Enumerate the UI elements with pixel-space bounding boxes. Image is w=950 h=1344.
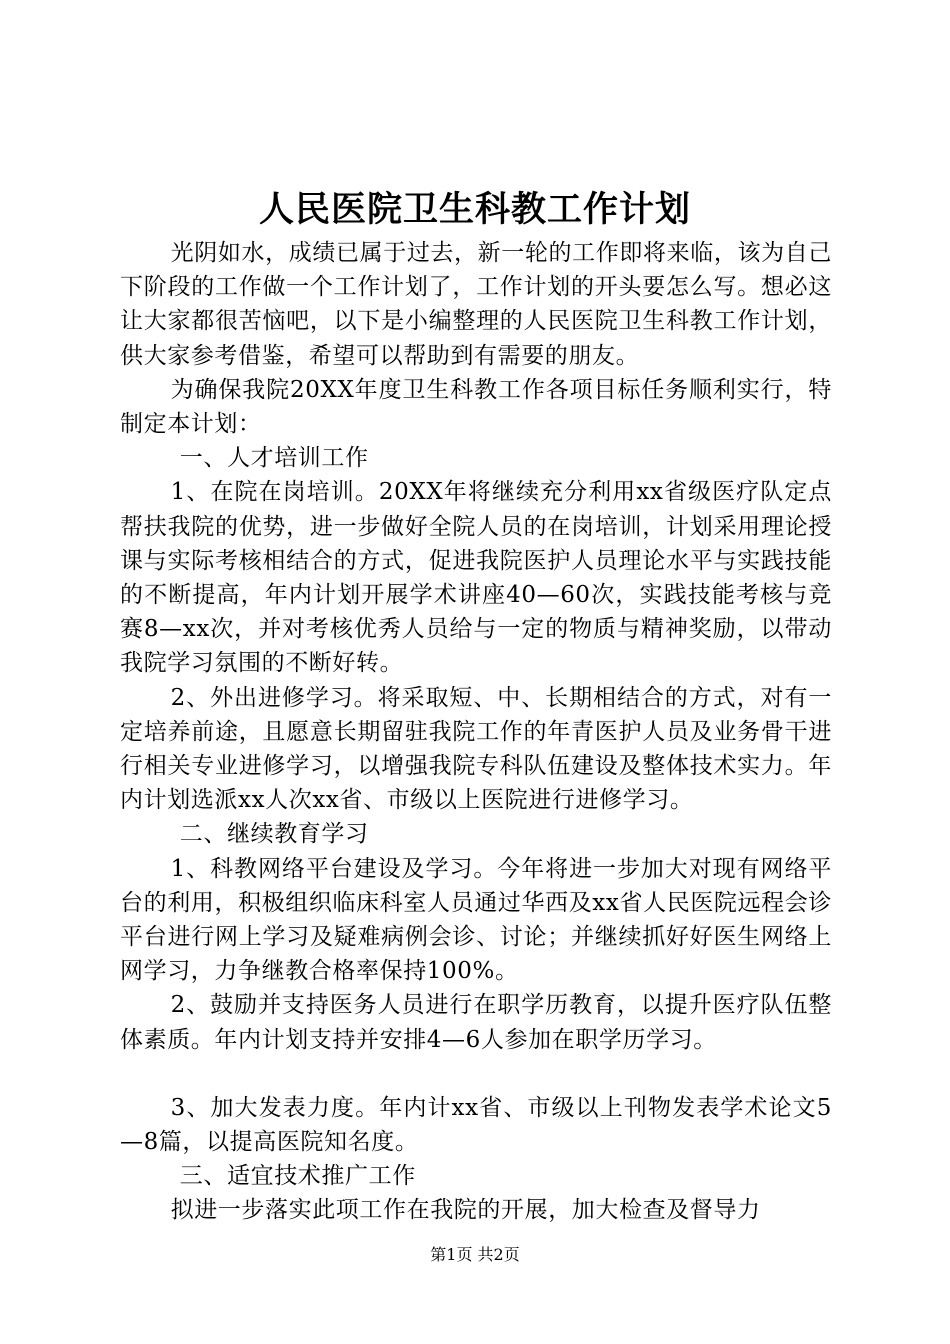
document-title: 人民医院卫生科教工作计划 <box>258 189 691 230</box>
section-heading-talent-training: 一、人才培训工作 <box>179 445 369 472</box>
document-body <box>120 236 832 1228</box>
section-heading-continuing-education: 二、继续教育学习 <box>179 821 369 848</box>
paragraph-degree-education: 2、鼓励并支持医务人员进行在职学历教育，以提升医疗队伍整体素质。年内计划支持并安排4—6人参加在职学历学习。 <box>120 992 832 1053</box>
paragraph-technology-promotion: 拟进一步落实此项工作在我院的开展，加大检查及督导力 <box>170 1197 761 1224</box>
purpose-paragraph: 为确保我院20XX年度卫生科教工作各项目标任务顺利实行，特制定本计划： <box>120 376 832 438</box>
paragraph-onsite-training: 1、在院在岗培训。20XX年将继续充分利用xx省级医疗队定点帮扶我院的优势，进一步做好全院人员的在岗培训，计划采用理论授课与实际考核相结合的方式，促进我院医护人员理论水平与实践技能的不断提高，年内计划开展学术讲座40—60次，实践技能考核与竞赛8—xx次，并对考核优秀人员给与一定的物质与精神奖励，以带动我院学习氛围的不断好转。 <box>120 479 832 677</box>
paragraph-external-study: 2、外出进修学习。将采取短、中、长期相结合的方式，对有一定培养前途，且愿意长期留驻我院工作的年青医护人员及业务骨干进行相关专业进修学习，以增强我院专科队伍建设及整体技术实力。年内计划选派xx人次xx省、市级以上医院进行进修学习。 <box>120 684 832 814</box>
section-heading-technology-promotion: 三、适宜技术推广工作 <box>179 1163 416 1190</box>
paragraph-network-platform: 1、科教网络平台建设及学习。今年将进一步加大对现有网络平台的利用，积极组织临床科室人员通过华西及xx省人民医院远程会诊平台进行网上学习及疑难病例会诊、讨论；并继续抓好好医生网络上网学习，力争继教合格率保持100%。 <box>120 855 832 985</box>
page-number-footer: 第1页 共2页 <box>430 1245 520 1264</box>
intro-paragraph: 光阴如水，成绩已属于过去，新一轮的工作即将来临，该为自己下阶段的工作做一个工作计划了，工作计划的开头要怎么写。想必这让大家都很苦恼吧，以下是小编整理的人民医院卫生科教工作计划，供大家参考借鉴，希望可以帮助到有需要的朋友。 <box>120 240 832 369</box>
paragraph-publications: 3、加大发表力度。年内计xx省、市级以上刊物发表学术论文5—8篇，以提高医院知名度。 <box>120 1094 832 1156</box>
